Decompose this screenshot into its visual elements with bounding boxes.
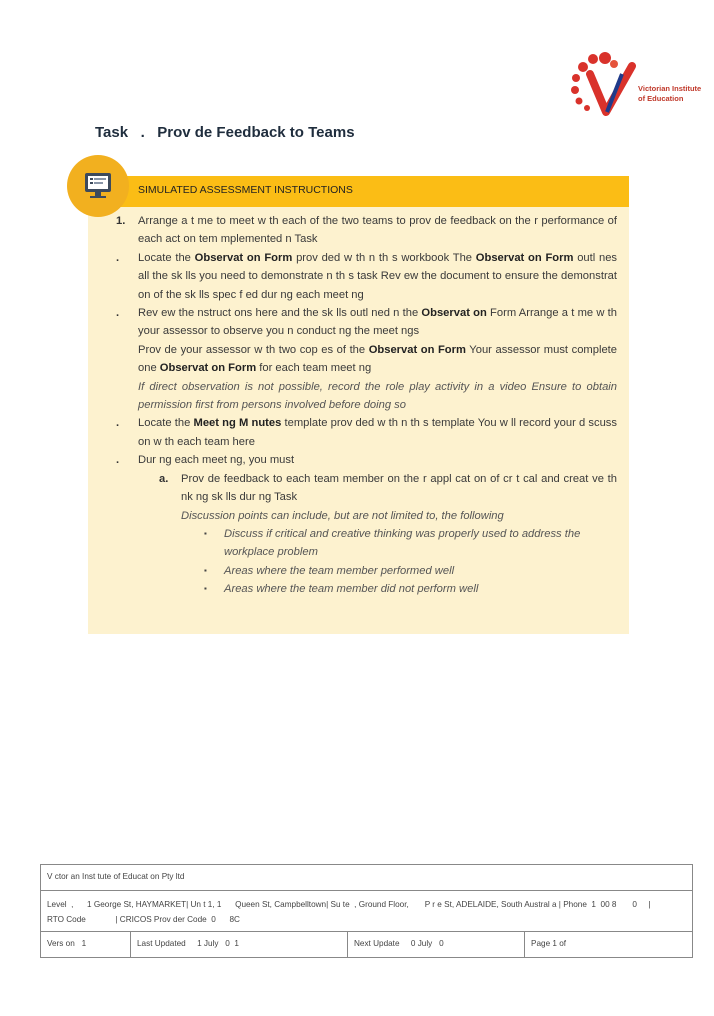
discussion-intro: Discussion points can include, but are not limited to, the following [181,509,504,522]
instruction-item-5 [88,451,629,469]
item-text: Rev ew the nstruct ons here and the sk lls outl ned n the [138,307,422,320]
instruction-item-2 [88,249,629,304]
task-title: Task . Prov de Feedback to Teams [95,124,355,141]
item-number: . [116,417,120,430]
item-text: Your assessor must complete one [138,343,617,375]
logo-text-line2: of Education [638,94,684,103]
item-text: Locate the [138,251,195,264]
sub-item-letter: a. [159,472,169,485]
form-reference: Observat on Form [475,251,574,264]
item-number: . [116,454,120,467]
bullet-text: Areas where the team member performed well [224,564,455,577]
item-text: Arrange a t me to meet w th each of the two teams to prov de feedback on the r performance of each act on tem mplemented n Task [138,215,617,246]
item-text: template prov ded w th n th s template You w ll record your d scuss on w th each team here [138,417,617,448]
footer-page-number: Page 1 of [531,939,567,948]
discussion-bullet [88,580,629,598]
footer-company: V ctor an Inst tute of Educat on Pty ltd [47,872,185,881]
instructions-list [88,212,629,599]
footer-page-cell [525,932,692,957]
footer-address: Level , 1 George St, HAYMARKET| Un t 1, 1 Queen St, Campbelltown| Su te , Ground Floor, P r e St, ADELAIDE, South Austral a | Phone 1 00 8 0 | [47,900,651,909]
footer-next-update-cell [348,932,525,957]
bullet-icon: ▪ [204,528,207,538]
item-text: Prov de your assessor w th two cop es of the [138,343,369,356]
item-text: outl nes all the sk lls you need to demonstrate n th s task Rev ew the document to ensure the demonstrat on of the sk lls spec f ed dur ng each meet ng [138,251,618,301]
bullet-text: Discuss if critical and creative thinking was properly used to address the workplace problem [224,527,581,559]
instruction-item-1 [88,212,629,249]
item-number: . [116,307,120,320]
form-reference: Observat on [421,307,487,320]
item-text: Locate the [138,417,194,430]
item-text: Form Arrange a t me w th your assessor to observe you n conduct ng the meet ngs [138,307,618,338]
item-number: 1. [116,215,126,227]
item-text: for each team meet ng [256,362,372,375]
footer-company-row [41,865,692,891]
template-reference: Meet ng M nutes [193,417,282,430]
form-reference: Observat on Form [368,343,466,356]
footer-version: Vers on 1 [47,939,87,948]
instructions-panel [88,176,629,634]
bullet-icon: ▪ [204,565,207,575]
panel-header-bar [88,176,629,207]
sub-item-text: Prov de feedback to each team member on the r appl cat on of cr t cal and creat ve th nk ng sk lls dur ng Task [181,472,617,504]
instruction-item-3-paragraph [88,341,629,378]
footer-codes: RTO Code | CRICOS Prov der Code 0 8C [47,915,240,924]
instruction-item-4 [88,414,629,451]
discussion-bullet [88,525,629,562]
logo-text-line1: Victorian Institute [638,84,702,93]
sub-item-a [88,470,629,507]
form-reference: Observat on Form [194,251,293,264]
bullet-icon: ▪ [204,584,207,594]
form-reference: Observat on Form [159,362,257,375]
discussion-bullet [88,562,629,580]
footer-address-row [41,891,692,932]
bullet-text: Areas where the team member did not perform well [224,583,479,596]
item-number: . [116,251,120,264]
instruction-note: If direct observation is not possible, record the role play activity in a video Ensure to obtain permission first from persons involved before doing so [138,380,617,412]
instruction-item-3 [88,304,629,341]
footer-version-cell [41,932,131,957]
page-footer [40,864,693,958]
footer-last-updated-cell [131,932,348,957]
item-text: prov ded w th n th s workbook The [292,251,476,264]
footer-next-update: Next Update 0 July 0 [354,939,444,948]
item-text: Dur ng each meet ng, you must [138,454,295,467]
panel-heading: SIMULATED ASSESSMENT INSTRUCTIONS [138,184,353,196]
footer-last-updated: Last Updated 1 July 0 1 [137,939,239,948]
computer-screen-icon [67,155,129,217]
logo-wordmark [638,84,701,104]
footer-version-row [41,932,692,957]
